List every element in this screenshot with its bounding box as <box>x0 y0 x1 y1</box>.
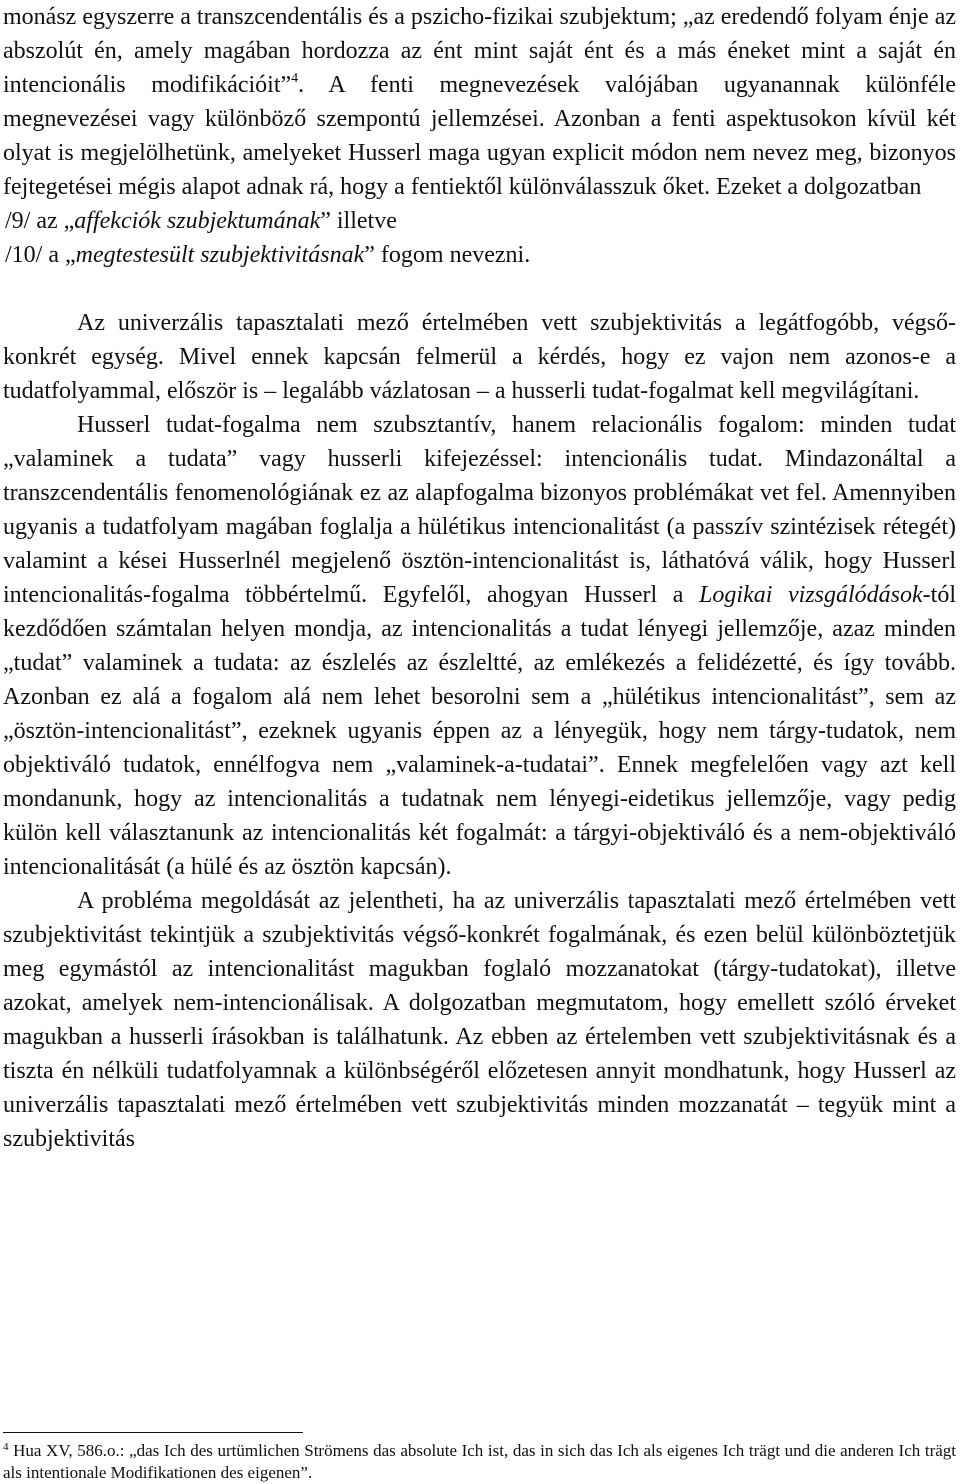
footnote-text: Hua XV, 586.o.: „das Ich des urtümlichen Strömens das absolute Ich ist, das in sich das Ich als eigenes Ich trägt und die anderen Ich trägt als intentionale Modifikationen des eigenen”. <box>3 1441 956 1482</box>
paragraph-text: monász egyszerre a transzcendentális és a pszicho-fizikai szubjektum; „az eredendő folyam énje az abszolút én, amely magában hordozza az ént mint saját ént és a más éneket mint a saját én intencionális modifikációit” <box>3 4 956 98</box>
paragraph-3: Husserl tudat-fogalma nem szubsztantív, hanem relacionális fogalom: minden tudat „valaminek a tudata” vagy husserli kifejezéssel: intencionális tudat. Mindazonáltal a transzcendentális fenomenológiának ez az alapfogalma bizonyos problémákat vet fel. Amennyiben ugyanis a tudatfolyam magában foglalja a hülétikus intencionalitást (a passzív szintézisek rétegét) valamint a kései Husserlnél megjelenő ösztön-intencionalitást is, láthatóvá válik, hogy Husserl intencionalitás-fogalma többértelmű. Egyfelől, ahogyan Husserl a Logikai vizsgálódások-tól kezdődően számtalan helyen mondja, az intencionalitás a tudat lényegi jellemzője, azaz minden „tudat” valaminek a tudata: az észlelés az észleltté, az emlékezés a felidézetté, és így tovább. Azonban ez alá a fogalom alá nem lehet besorolni sem a „hülétikus intencionalitást”, sem az „ösztön-intencionalitást”, ezeknek ugyanis éppen az a lényegük, hogy nem tárgy-tudatok, nem objektiváló tudatok, ennélfogva nem „valaminek-a-tudatai”. Ennek megfelelően vagy azt kell mondanunk, hogy az intencionalitás a tudatnak nem lényegi-eidetikus jellemzője, vagy pedig külön kell választanunk az intencionalitás két fogalmát: a tárgyi-objektiváló és a nem-objektiváló intencionalitását (a hülé és az ösztön kapcsán). <box>3 412 956 880</box>
paragraph-2: Az univerzális tapasztalati mező értelmében vett szubjektivitás a legátfogóbb, végső-konkrét egység. Mivel ennek kapcsán felmerül a kérdés, hogy ez vajon nem azonos-e a tudatfolyammal, először is – legalább vázlatosan – a husserli tudat-fogalmat kell megvilágítani. <box>3 310 956 404</box>
paragraph-gap <box>3 272 956 306</box>
italic-term: affekciók szubjektumának <box>74 208 321 234</box>
italic-book-title: Logikai vizsgálódások <box>699 582 923 608</box>
paragraph-intro <box>3 0 956 204</box>
paragraph-4: A probléma megoldását az jelentheti, ha az univerzális tapasztalati mező értelmében vett szubjektivitást tekintjük a szubjektivitás végső-konkrét fogalmának, és ezen belül különböztetjük meg egymástól az intencionalitást magukban foglaló mozzanatokat (tárgy-tudatokat), illetve azokat, amelyek nem-intencionálisak. A dolgozatban megmutatom, hogy emellett szóló érveket magukban a husserli írásokban is találhatunk. Az ebben az értelemben vett szubjektivitásnak és a tiszta én nélküli tudatfolyamnak a különbségéről előzetesen annyit mondhatunk, hogy Husserl az univerzális tapasztalati mező értelmében vett szubjektivitás minden mozzanatát – tegyük mint a szubjektivitás <box>3 888 956 1152</box>
footnote-reference[interactable]: 4 <box>291 71 299 86</box>
italic-term: megtestesült szubjektivitásnak <box>75 242 365 268</box>
footnote-area <box>3 1440 956 1484</box>
document-page <box>3 0 956 1156</box>
footnote-separator <box>3 1432 303 1433</box>
main-text <box>3 0 956 1156</box>
paragraph-text: . A fenti megnevezések valójában ugyanannak különféle megnevezései vagy különböző szempontú jellemzései. Azonban a fenti aspektusokon kívül két olyat is megjelölhetünk, amelyeket Husserl maga ugyan explicit módon nem nevez meg, bizonyos fejtegetései mégis alapot adnak rá, hogy a fentiektől különválasszuk őket. Ezeket a dolgozatban <box>3 72 956 200</box>
footnote-number: 4 <box>3 1441 9 1453</box>
list-item-10: /10/ a „megtestesült szubjektivitásnak” fogom nevezni. <box>5 242 531 268</box>
list-item-9: /9/ az „affekciók szubjektumának” illetve <box>5 208 397 234</box>
